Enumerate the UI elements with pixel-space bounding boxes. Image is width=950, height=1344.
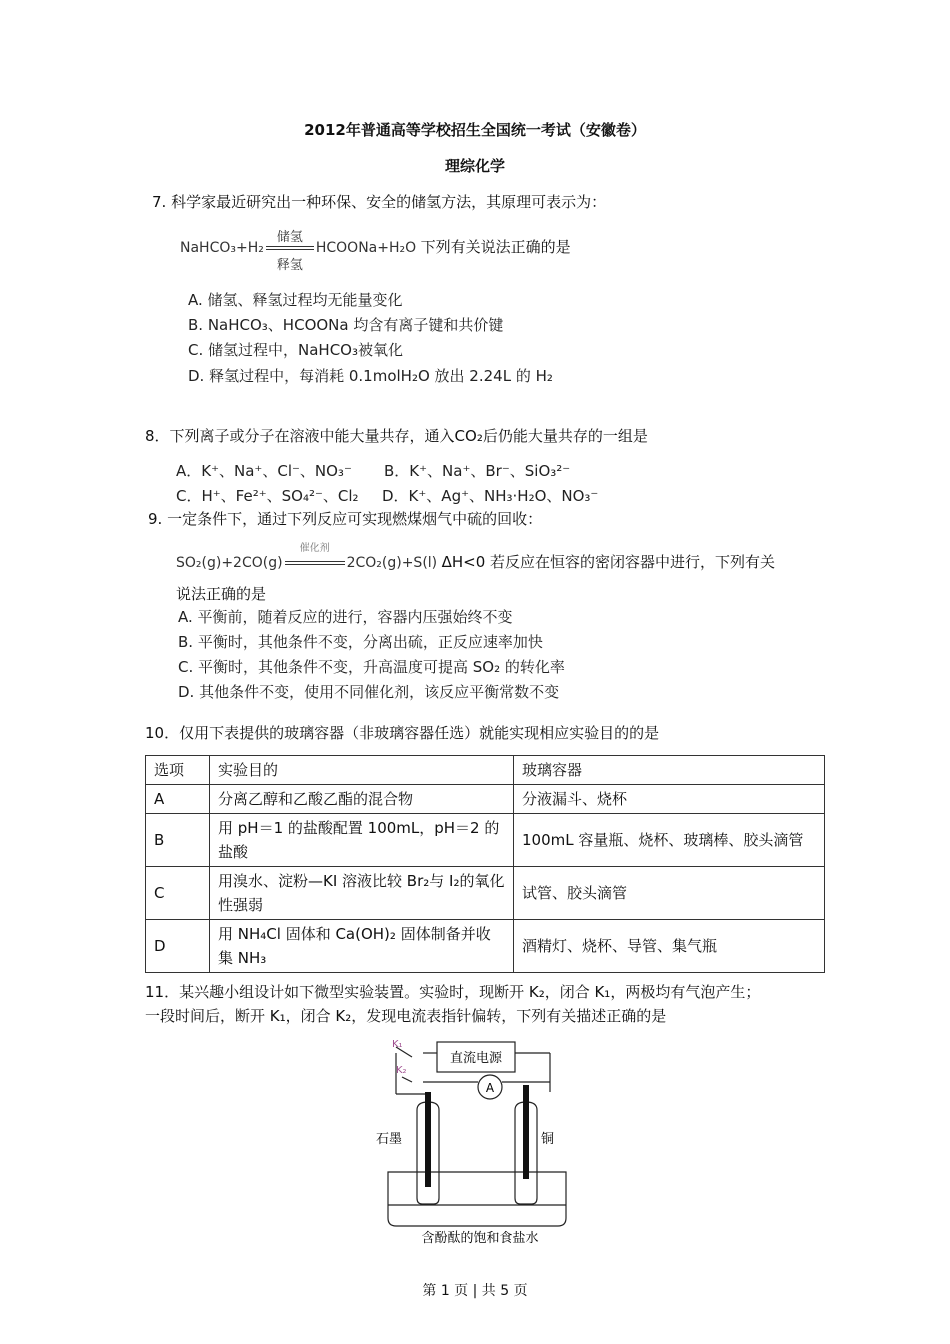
table-row xyxy=(146,785,825,814)
q9-stem2: 说法正确的是 xyxy=(176,585,267,603)
table-cell: 酒精灯、烧杯、导管、集气瓶 xyxy=(514,920,825,973)
q9-option-a: A. 平衡前，随着反应的进行，容器内压强始终不变 xyxy=(178,608,513,626)
table-cell: 用 NH₄Cl 固体和 Ca(OH)₂ 固体制备并收集 NH₃ xyxy=(210,920,514,973)
arrow-top-label: 储氢 xyxy=(276,230,303,245)
reversible-arrow-icon xyxy=(266,230,314,273)
table-cell: A xyxy=(146,785,210,814)
q7-option-a: A. 储氢、释氢过程均无能量变化 xyxy=(188,291,403,309)
q9-eq-tail: ΔH<0 若反应在恒容的密闭容器中进行，下列有关 xyxy=(441,553,776,571)
q9-eq-left: SO₂(g)+2CO(g) xyxy=(176,555,283,571)
q10-table xyxy=(145,755,825,973)
left-electrode-label: 石墨 xyxy=(376,1132,403,1147)
header-cell: 玻璃容器 xyxy=(514,756,825,785)
q11-line1: 11．某兴趣小组设计如下微型实验装置。实验时，现断开 K₂，闭合 K₁，两极均有气泡产生； xyxy=(145,983,761,1001)
q8-option-b: B．K⁺、Na⁺、Br⁻、SiO₃²⁻ xyxy=(384,462,571,480)
q9-option-b: B. 平衡时，其他条件不变，分离出硫，正反应速率加快 xyxy=(178,633,543,651)
q9-option-d: D. 其他条件不变，使用不同催化剂，该反应平衡常数不变 xyxy=(178,683,560,701)
header-cell: 实验目的 xyxy=(210,756,514,785)
catalyst-label: 催化剂 xyxy=(299,543,330,554)
table-header-row xyxy=(146,756,825,785)
switch-k2 xyxy=(402,1077,412,1082)
table-cell: 分液漏斗、烧杯 xyxy=(514,785,825,814)
trough xyxy=(388,1172,566,1226)
table-row xyxy=(146,867,825,920)
ammeter-label: A xyxy=(485,1081,495,1095)
q7-stem: 7. 科学家最近研究出一种环保、安全的储氢方法，其原理可表示为： xyxy=(152,193,607,211)
q7-option-c: C. 储氢过程中，NaHCO₃被氧化 xyxy=(188,341,403,359)
q7-eq-left: NaHCO₃+H₂ xyxy=(180,240,264,256)
header-cell: 选项 xyxy=(146,756,210,785)
k2-label: K₂ xyxy=(396,1065,407,1076)
q8-option-d: D．K⁺、Ag⁺、NH₃·H₂O、NO₃⁻ xyxy=(382,487,599,505)
table-cell: D xyxy=(146,920,210,973)
page-footer: 第 1 页 | 共 5 页 xyxy=(422,1283,528,1299)
graphite-electrode xyxy=(425,1092,431,1187)
q11-line2: 一段时间后，断开 K₁，闭合 K₂，发现电流表指针偏转，下列有关描述正确的是 xyxy=(145,1007,667,1025)
q8-option-a: A．K⁺、Na⁺、Cl⁻、NO₃⁻ xyxy=(176,462,352,480)
copper-electrode xyxy=(523,1085,529,1179)
right-electrode-label: 铜 xyxy=(541,1132,555,1147)
q8-option-c: C．H⁺、Fe²⁺、SO₄²⁻、Cl₂ xyxy=(176,487,359,505)
q9-stem: 9. 一定条件下，通过下列反应可实现燃煤烟气中硫的回收： xyxy=(148,510,543,528)
table-cell: 试管、胶头滴管 xyxy=(514,867,825,920)
q7-eq-right: HCOONa+H₂O xyxy=(315,240,417,256)
table-cell: 分离乙醇和乙酸乙酯的混合物 xyxy=(210,785,514,814)
q7-equation xyxy=(180,230,571,273)
table-cell: 用溴水、淀粉—KI 溶液比较 Br₂与 I₂的氧化性强弱 xyxy=(210,867,514,920)
table-cell: B xyxy=(146,814,210,867)
k1-label: K₁ xyxy=(392,1039,403,1050)
table-row xyxy=(146,920,825,973)
q7-eq-tail: 下列有关说法正确的是 xyxy=(420,238,571,256)
q8-stem: 8．下列离子或分子在溶液中能大量共存，通入CO₂后仍能大量共存的一组是 xyxy=(145,427,648,445)
q9-option-c: C. 平衡时，其他条件不变，升高温度可提高 SO₂ 的转化率 xyxy=(178,658,565,676)
q9-equation xyxy=(176,543,776,572)
power-supply-label: 直流电源 xyxy=(449,1051,503,1066)
q9-eq-right: 2CO₂(g)+S(l) xyxy=(346,555,438,571)
table-row xyxy=(146,814,825,867)
q7-option-b: B. NaHCO₃、HCOONa 均含有离子键和共价键 xyxy=(188,316,504,334)
exam-title: 2012年普通高等学校招生全国统一考试（安徽卷） xyxy=(304,121,646,139)
table-cell: 100mL 容量瓶、烧杯、玻璃棒、胶头滴管 xyxy=(514,814,825,867)
figure-caption: 含酚酞的饱和食盐水 xyxy=(421,1231,539,1246)
electrolysis-apparatus-figure xyxy=(360,1030,580,1250)
reversible-arrow-icon xyxy=(285,543,345,571)
arrow-bottom-label: 释氢 xyxy=(276,258,303,273)
table-cell: 用 pH＝1 的盐酸配置 100mL，pH＝2 的盐酸 xyxy=(210,814,514,867)
table-cell: C xyxy=(146,867,210,920)
q7-option-d: D. 释氢过程中，每消耗 0.1molH₂O 放出 2.24L 的 H₂ xyxy=(188,367,553,385)
q10-stem: 10．仅用下表提供的玻璃容器（非玻璃容器任选）就能实现相应实验目的的是 xyxy=(145,724,660,742)
exam-subtitle: 理综化学 xyxy=(444,157,505,175)
